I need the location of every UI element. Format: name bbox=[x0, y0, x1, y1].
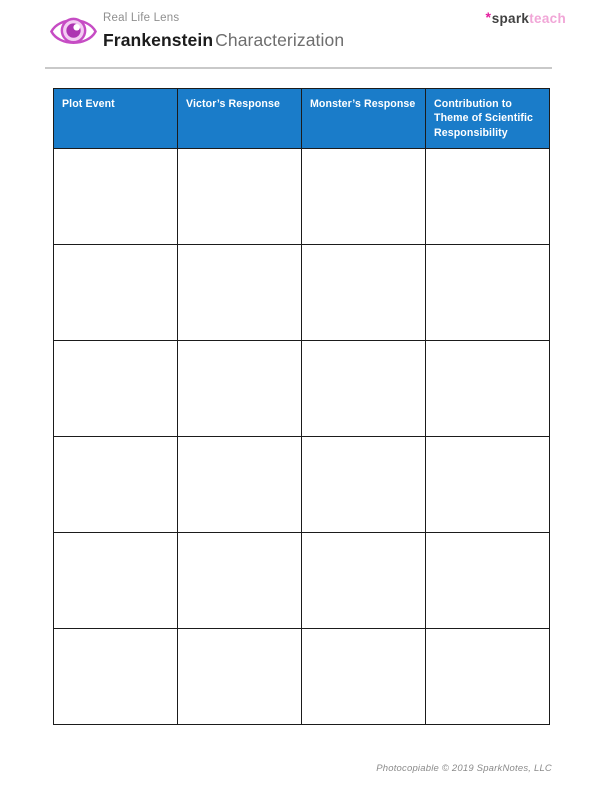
worksheet-cell bbox=[302, 341, 426, 437]
copyright-text: Photocopiable © 2019 SparkNotes, LLC bbox=[376, 763, 552, 774]
worksheet-cell bbox=[54, 149, 178, 245]
sparkteach-logo bbox=[485, 8, 566, 26]
worksheet-cell bbox=[178, 149, 302, 245]
column-header-contribution-theme: Contribution to Theme of Scientific Responsibility bbox=[426, 89, 550, 149]
worksheet-cell bbox=[426, 437, 550, 533]
table-row bbox=[54, 149, 550, 245]
worksheet-cell bbox=[54, 341, 178, 437]
table-row bbox=[54, 437, 550, 533]
table-row bbox=[54, 341, 550, 437]
characterization-table bbox=[53, 88, 550, 725]
page-title-book: Frankenstein bbox=[103, 29, 214, 50]
worksheet-cell bbox=[178, 629, 302, 725]
worksheet-cell bbox=[302, 149, 426, 245]
worksheet-cell bbox=[426, 341, 550, 437]
column-header-victors-response: Victor’s Response bbox=[178, 89, 302, 149]
title-block bbox=[103, 13, 344, 49]
worksheet-cell bbox=[178, 437, 302, 533]
worksheet-cell bbox=[54, 629, 178, 725]
sparkteach-spark: spark bbox=[491, 11, 530, 26]
worksheet-cell bbox=[426, 245, 550, 341]
table-row bbox=[54, 245, 550, 341]
worksheet-cell bbox=[178, 533, 302, 629]
worksheet-cell bbox=[178, 245, 302, 341]
worksheet-cell bbox=[426, 149, 550, 245]
worksheet-cell bbox=[54, 437, 178, 533]
worksheet-cell bbox=[54, 245, 178, 341]
page-title bbox=[103, 29, 345, 50]
sparkteach-asterisk-icon: * bbox=[485, 8, 492, 25]
worksheet-cell bbox=[302, 245, 426, 341]
table-row bbox=[54, 533, 550, 629]
table-header-row bbox=[54, 89, 550, 149]
table-row bbox=[54, 629, 550, 725]
header-divider bbox=[45, 67, 552, 69]
worksheet-cell bbox=[426, 629, 550, 725]
sparkteach-teach: teach bbox=[529, 11, 566, 26]
worksheet-cell bbox=[178, 341, 302, 437]
series-label: Real Life Lens bbox=[103, 12, 180, 24]
page-title-topic: Characterization bbox=[215, 29, 345, 50]
eye-icon bbox=[50, 11, 97, 52]
column-header-plot-event: Plot Event bbox=[54, 89, 178, 149]
worksheet-cell bbox=[302, 533, 426, 629]
worksheet-cell bbox=[54, 533, 178, 629]
column-header-monsters-response: Monster’s Response bbox=[302, 89, 426, 149]
worksheet-cell bbox=[302, 437, 426, 533]
worksheet-cell bbox=[302, 629, 426, 725]
worksheet-cell bbox=[426, 533, 550, 629]
page-header bbox=[0, 0, 614, 68]
